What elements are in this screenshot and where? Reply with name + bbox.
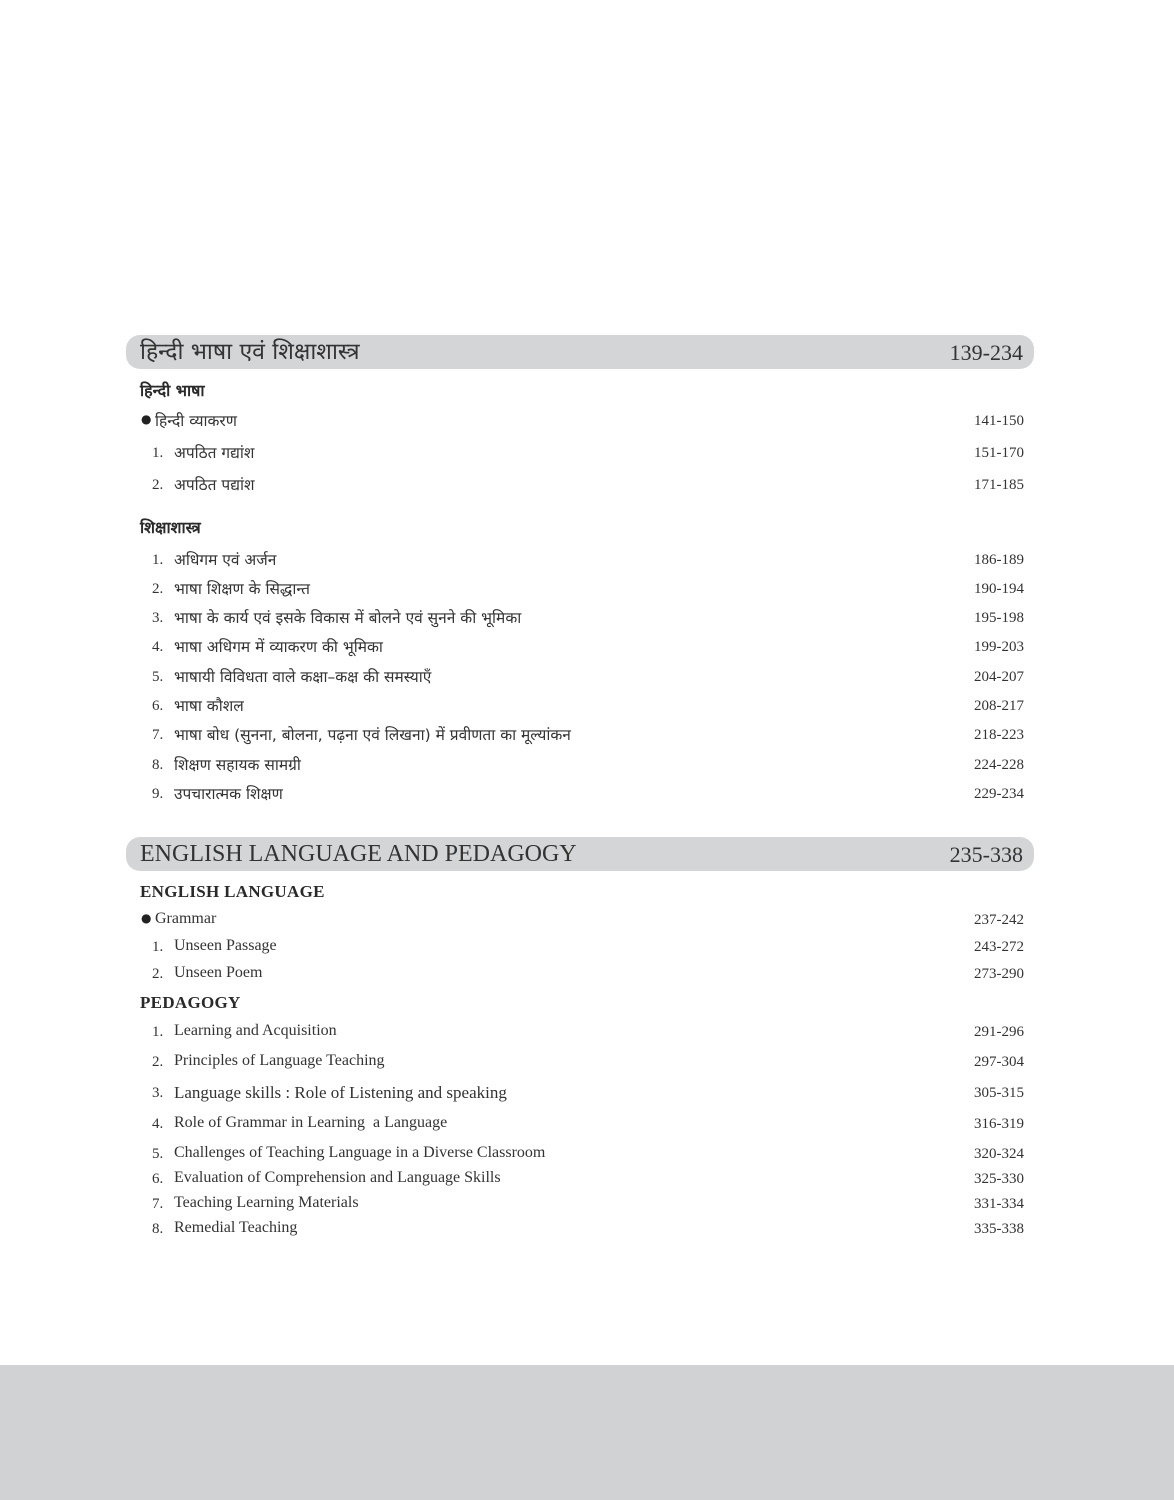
toc-entry[interactable] [140, 409, 1024, 433]
hindi-language-heading: हिन्दी भाषा [140, 381, 205, 400]
entry-pages: 218-223 [974, 727, 1024, 743]
toc-entry[interactable] [140, 1050, 1024, 1074]
entry-title: भाषा के कार्य एवं इसके विकास में बोलने एवं सुनने की भूमिका [174, 609, 522, 627]
toc-entry[interactable] [140, 665, 1024, 689]
toc-entry[interactable] [140, 908, 1024, 932]
entry-title: Challenges of Teaching Language in a Diverse Classroom [174, 1144, 546, 1161]
toc-entry[interactable] [140, 1112, 1024, 1136]
entry-pages: 335-338 [974, 1221, 1024, 1237]
entry-title: उपचारात्मक शिक्षण [174, 785, 283, 803]
toc-entry[interactable] [140, 935, 1024, 959]
entry-title: Remedial Teaching [174, 1219, 298, 1236]
entry-number: 2. [152, 1054, 164, 1070]
entry-title: अधिगम एवं अर्जन [174, 551, 277, 569]
entry-title: भाषा बोध (सुनना, बोलना, पढ़ना एवं लिखना) में प्रवीणता का मूल्यांकन [174, 726, 571, 744]
hindi-section-header [126, 335, 1034, 369]
entry-pages: 229-234 [974, 786, 1024, 802]
entry-number: 4. [152, 639, 164, 655]
entry-title: भाषा कौशल [174, 697, 244, 715]
entry-number: 8. [152, 757, 164, 773]
entry-title: अपठित पद्यांश [174, 476, 255, 494]
entry-number: 8. [152, 1221, 164, 1237]
footer-band [0, 1365, 1174, 1500]
entry-number: 5. [152, 669, 164, 685]
entry-pages: 243-272 [974, 939, 1024, 955]
entry-number: 1. [152, 552, 164, 568]
toc-entry[interactable] [140, 577, 1024, 601]
hindi-section-pages: 139-234 [949, 340, 1023, 365]
entry-pages: 237-242 [974, 912, 1024, 928]
entry-number: 7. [152, 1196, 164, 1212]
bullet-icon: ● [141, 412, 152, 426]
entry-pages: 141-150 [974, 413, 1024, 429]
entry-number: 6. [152, 698, 164, 714]
toc-entry[interactable] [140, 1192, 1024, 1216]
entry-number: 6. [152, 1171, 164, 1187]
toc-entry[interactable] [140, 962, 1024, 986]
toc-entry[interactable] [140, 441, 1024, 465]
entry-pages: 273-290 [974, 966, 1024, 982]
entry-number: 5. [152, 1146, 164, 1162]
entry-title: हिन्दी व्याकरण [155, 412, 237, 430]
entry-pages: 195-198 [974, 610, 1024, 626]
entry-title: Unseen Passage [174, 937, 277, 954]
entry-title: Grammar [155, 910, 217, 927]
entry-pages: 320-324 [974, 1146, 1024, 1162]
toc-entry[interactable] [140, 606, 1024, 630]
toc-entry[interactable] [140, 694, 1024, 718]
english-language-heading: ENGLISH LANGUAGE [140, 882, 325, 901]
entry-pages: 204-207 [974, 669, 1024, 685]
entry-number: 2. [152, 581, 164, 597]
entry-number: 4. [152, 1116, 164, 1132]
entry-pages: 186-189 [974, 552, 1024, 568]
entry-title: Principles of Language Teaching [174, 1052, 385, 1069]
english-section-header [126, 837, 1034, 871]
entry-title: अपठित गद्यांश [174, 444, 255, 462]
english-section-title: ENGLISH LANGUAGE AND PEDAGOGY [140, 841, 577, 867]
hindi-pedagogy-heading: शिक्षाशास्त्र [140, 518, 201, 537]
entry-title: शिक्षण सहायक सामग्री [174, 756, 301, 774]
toc-entry[interactable] [140, 1081, 1024, 1105]
entry-pages: 151-170 [974, 445, 1024, 461]
entry-title: Learning and Acquisition [174, 1022, 337, 1039]
english-section-pages: 235-338 [949, 842, 1023, 867]
entry-number: 3. [152, 610, 164, 626]
entry-pages: 331-334 [974, 1196, 1024, 1212]
hindi-section-title: हिन्दी भाषा एवं शिक्षाशास्त्र [140, 339, 360, 365]
toc-entry[interactable] [140, 1142, 1024, 1166]
entry-number: 1. [152, 939, 164, 955]
entry-number: 2. [152, 477, 164, 493]
toc-entry[interactable] [140, 473, 1024, 497]
entry-number: 3. [152, 1085, 164, 1101]
entry-number: 2. [152, 966, 164, 982]
toc-entry[interactable] [140, 782, 1024, 806]
english-pedagogy-heading: PEDAGOGY [140, 993, 241, 1012]
bullet-icon: ● [141, 911, 152, 925]
toc-entry[interactable] [140, 1167, 1024, 1191]
entry-pages: 199-203 [974, 639, 1024, 655]
entry-number: 9. [152, 786, 164, 802]
entry-title: भाषा शिक्षण के सिद्धान्त [174, 580, 310, 598]
entry-pages: 171-185 [974, 477, 1024, 493]
entry-title: Unseen Poem [174, 964, 263, 981]
entry-pages: 224-228 [974, 757, 1024, 773]
entry-pages: 297-304 [974, 1054, 1024, 1070]
entry-title: Language skills : Role of Listening and speaking [174, 1083, 507, 1102]
entry-pages: 305-315 [974, 1085, 1024, 1101]
entry-pages: 316-319 [974, 1116, 1024, 1132]
entry-pages: 190-194 [974, 581, 1024, 597]
entry-pages: 291-296 [974, 1024, 1024, 1040]
entry-title: भाषा अधिगम में व्याकरण की भूमिका [174, 638, 383, 656]
entry-pages: 325-330 [974, 1171, 1024, 1187]
entry-number: 1. [152, 1024, 164, 1040]
entry-title: Role of Grammar in Learning a Language [174, 1114, 448, 1131]
toc-entry[interactable] [140, 548, 1024, 572]
toc-entry[interactable] [140, 635, 1024, 659]
entry-title: Teaching Learning Materials [174, 1194, 359, 1211]
toc-entry[interactable] [140, 723, 1024, 747]
entry-title: Evaluation of Comprehension and Language Skills [174, 1169, 501, 1186]
entry-pages: 208-217 [974, 698, 1024, 714]
toc-entry[interactable] [140, 1217, 1024, 1241]
entry-title: भाषायी विविधता वाले कक्षा–कक्ष की समस्याएँ [174, 668, 432, 686]
entry-number: 7. [152, 727, 164, 743]
entry-number: 1. [152, 445, 164, 461]
toc-entry[interactable] [140, 753, 1024, 777]
toc-entry[interactable] [140, 1020, 1024, 1044]
